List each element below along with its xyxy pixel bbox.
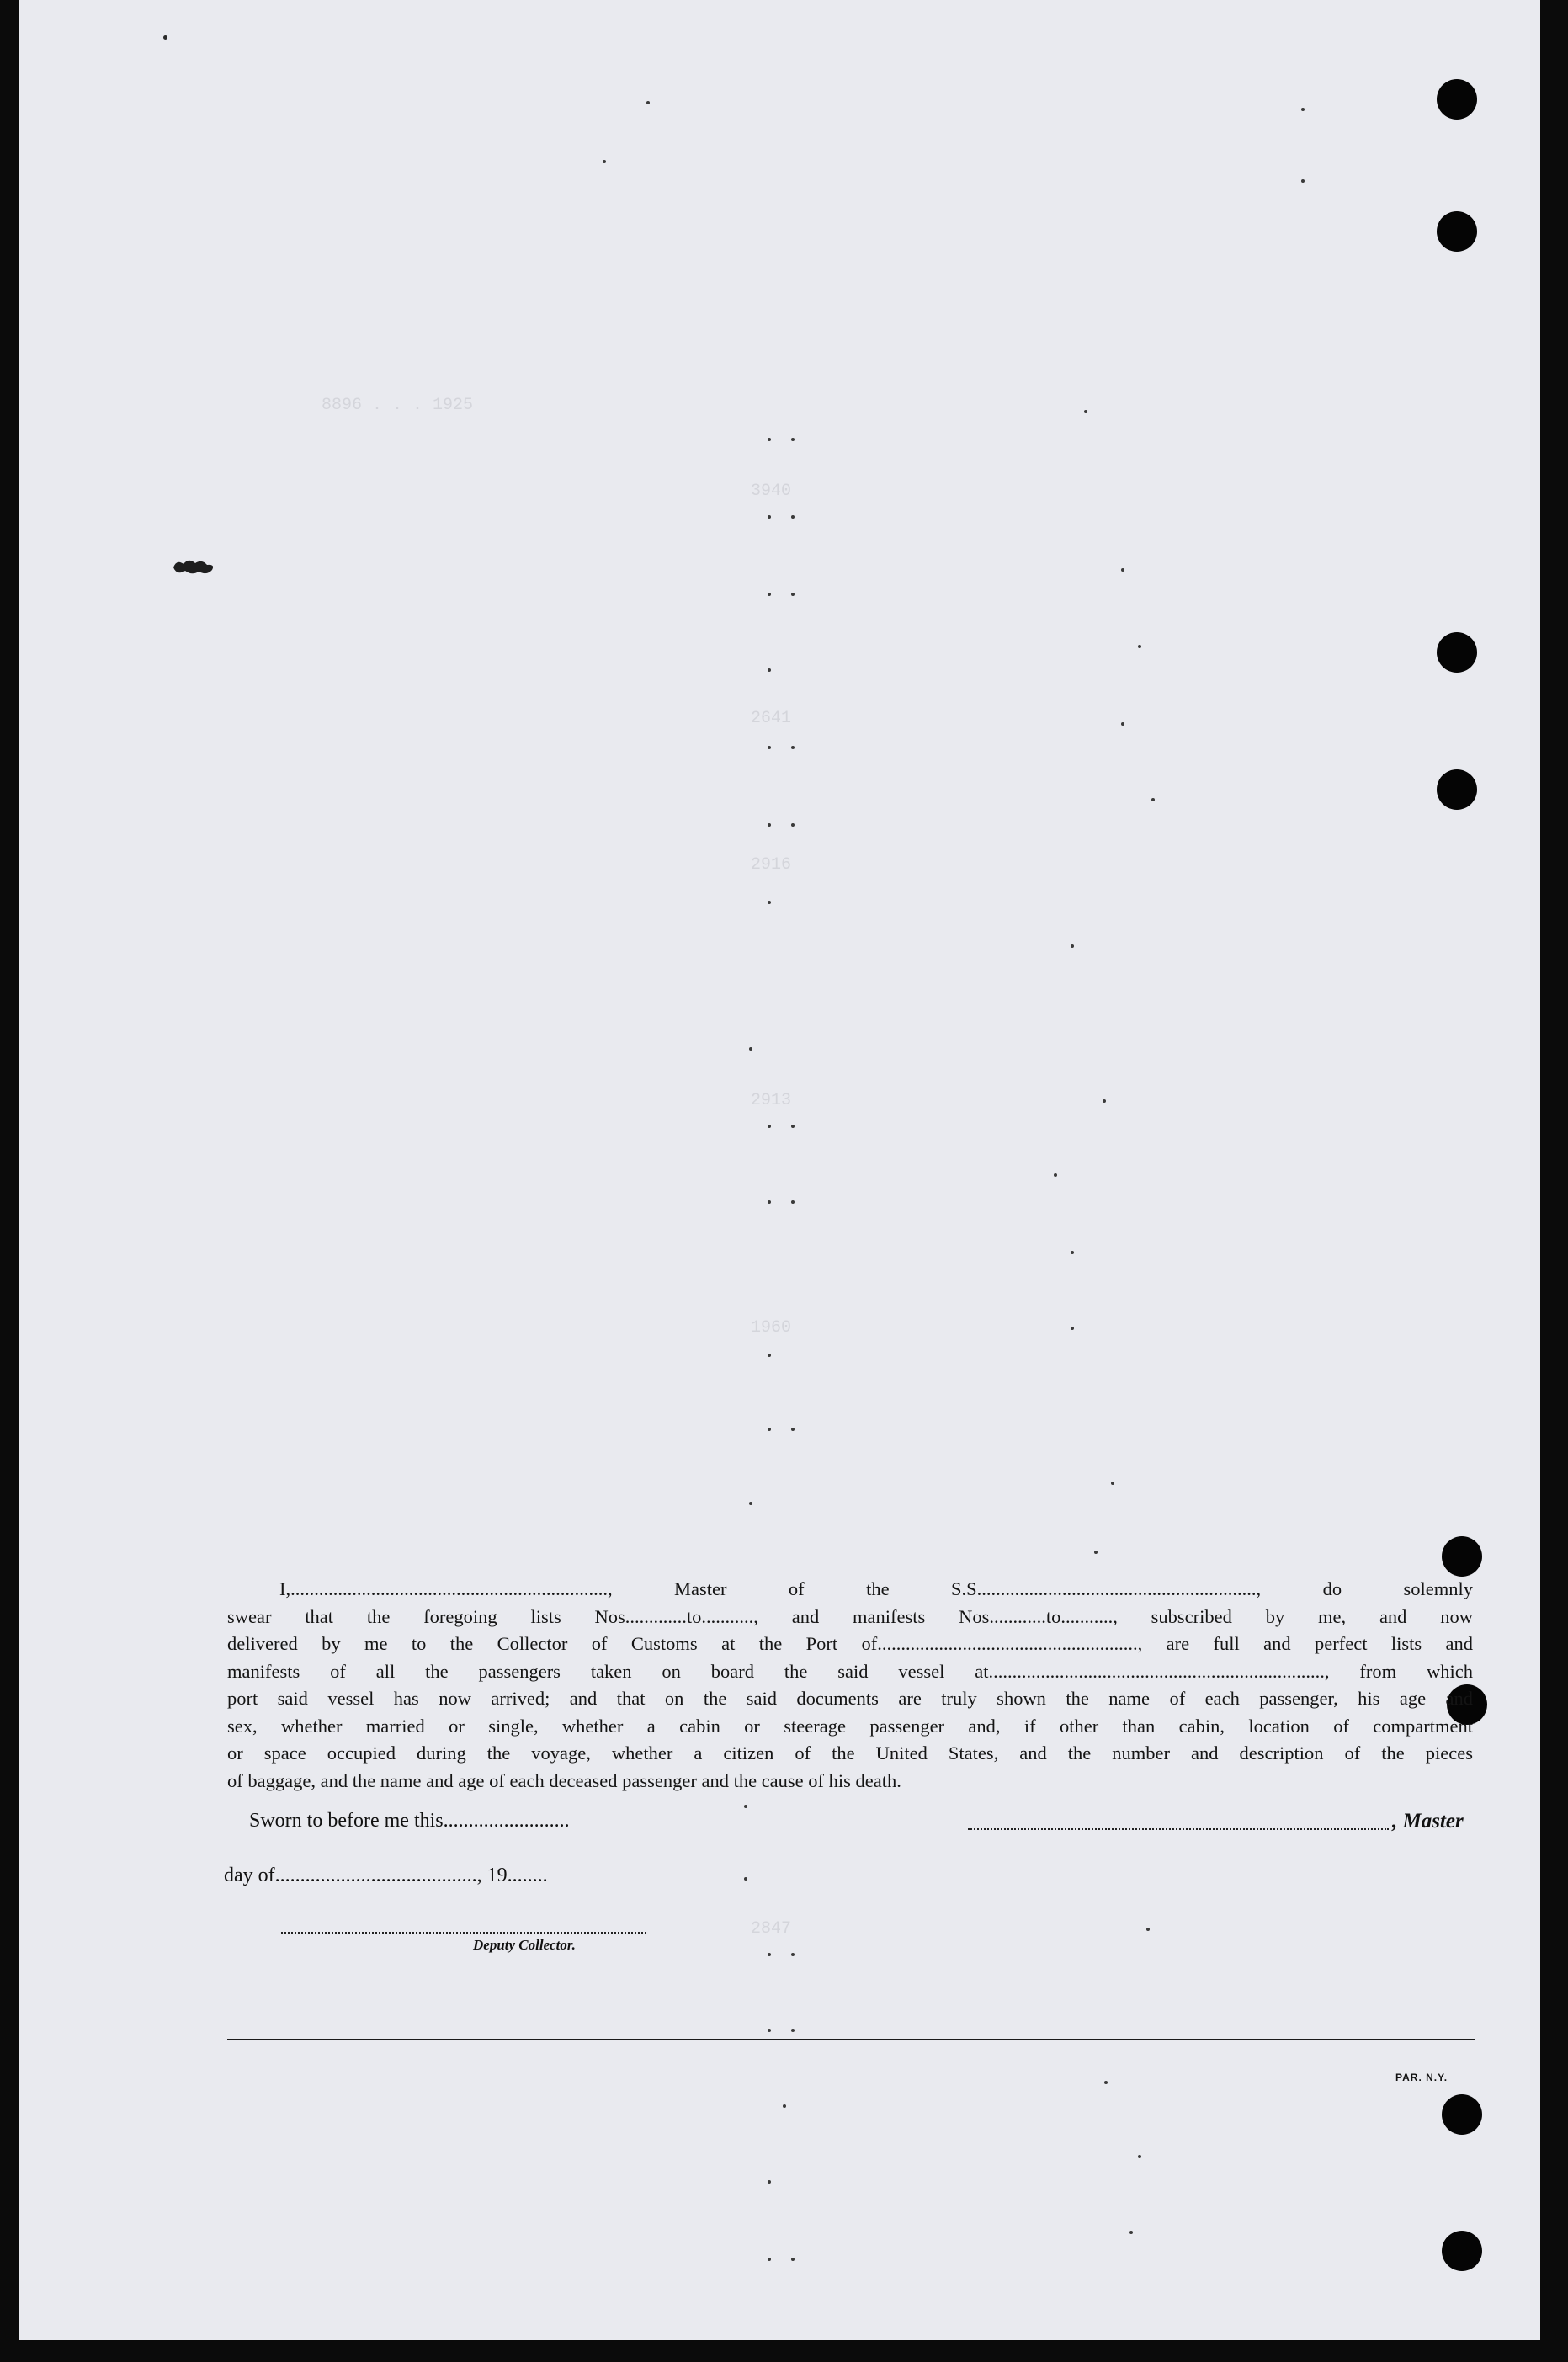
sworn-text: Sworn to before me this......................... [249, 1810, 570, 1832]
faint-text: 2916 [751, 855, 792, 875]
speck [603, 160, 606, 163]
speck [791, 438, 795, 441]
speck [1104, 2081, 1108, 2084]
punch-hole [1442, 1536, 1482, 1577]
speck [1121, 722, 1124, 726]
speck [768, 515, 771, 519]
speck [1138, 645, 1141, 648]
speck [768, 746, 771, 749]
punch-hole [1437, 769, 1477, 810]
speck [1103, 1099, 1106, 1103]
speck [1301, 179, 1305, 183]
speck [768, 823, 771, 827]
speck [768, 1200, 771, 1204]
master-signature-line [968, 1811, 1389, 1830]
speck [749, 1502, 752, 1505]
speck [1111, 1482, 1114, 1485]
speck [791, 1200, 795, 1204]
faint-text: 2641 [751, 709, 792, 728]
deputy-collector-label: Deputy Collector. [473, 1937, 576, 1953]
manifest-page [19, 0, 1540, 2340]
speck [768, 668, 771, 672]
speck [646, 101, 650, 104]
oath-line: sex, whether married or single, whether a cabin or steerage passenger and, if other than cabin, location of compartment [227, 1715, 1473, 1737]
speck [791, 1428, 795, 1431]
speck [768, 2029, 771, 2032]
speck [1071, 944, 1074, 948]
punch-hole [1442, 2231, 1482, 2271]
faint-text: 2913 [751, 1091, 792, 1110]
speck [791, 515, 795, 519]
speck [163, 35, 167, 40]
oath-line: port said vessel has now arrived; and that on the said documents are truly shown the name of each passenger, his age and [227, 1688, 1473, 1709]
speck [749, 1047, 752, 1051]
punch-hole [1437, 211, 1477, 252]
oath-line: swear that the foregoing lists Nos.............to..........., and manifests Nos............to..........., subscribed by me, and now [227, 1605, 1473, 1627]
speck [791, 1125, 795, 1128]
faint-text: 3940 [751, 481, 792, 501]
deputy-signature-line [281, 1932, 646, 1934]
speck [791, 823, 795, 827]
oath-line: manifests of all the passengers taken on board the said vessel at......................................................................., from which [227, 1660, 1473, 1682]
faint-text: 1960 [751, 1318, 792, 1338]
speck [791, 593, 795, 596]
punch-hole [1437, 79, 1477, 120]
speck [768, 2258, 771, 2261]
speck [1146, 1928, 1150, 1931]
speck [1071, 1251, 1074, 1254]
divider-rule [227, 2039, 1475, 2040]
speck [1138, 2155, 1141, 2158]
speck [768, 1125, 771, 1128]
speck [1084, 410, 1087, 413]
ink-blot [170, 557, 217, 576]
oath-line: delivered by me to the Collector of Customs at the Port of......................................................., are full and perfect lists and [227, 1633, 1473, 1654]
speck [1094, 1551, 1098, 1554]
speck [768, 1953, 771, 1956]
speck [1054, 1173, 1057, 1177]
speck [1071, 1327, 1074, 1330]
speck [768, 2180, 771, 2184]
speck [768, 593, 771, 596]
form-number: PAR. N.Y. [1395, 2072, 1448, 2083]
punch-hole [1437, 632, 1477, 673]
speck [768, 901, 771, 904]
oath-line: or space occupied during the voyage, whether a citizen of the United States, and the number and description of the pieces [227, 1742, 1473, 1764]
oath-paragraph [227, 1576, 1473, 1795]
speck [1129, 2231, 1133, 2234]
oath-line: I,..................................................................., Master of the S.S..........................................................., do solemnly [279, 1578, 1473, 1599]
speck [1301, 108, 1305, 111]
faint-text: 2847 [751, 1919, 792, 1939]
punch-hole [1442, 2094, 1482, 2135]
speck [791, 1953, 795, 1956]
speck [791, 746, 795, 749]
speck [783, 2104, 786, 2108]
oath-line: of baggage, and the name and age of each deceased passenger and the cause of his death. [227, 1769, 901, 1791]
speck [1121, 568, 1124, 572]
speck [1151, 798, 1155, 801]
speck [768, 438, 771, 441]
faint-text: 8896 . . . 1925 [322, 396, 474, 415]
master-label: , Master [1392, 1810, 1464, 1833]
speck [744, 1877, 747, 1881]
speck [791, 2258, 795, 2261]
speck [791, 2029, 795, 2032]
speck [744, 1805, 747, 1808]
speck [768, 1354, 771, 1357]
day-of-text: day of........................................, 19........ [224, 1865, 548, 1886]
speck [768, 1428, 771, 1431]
